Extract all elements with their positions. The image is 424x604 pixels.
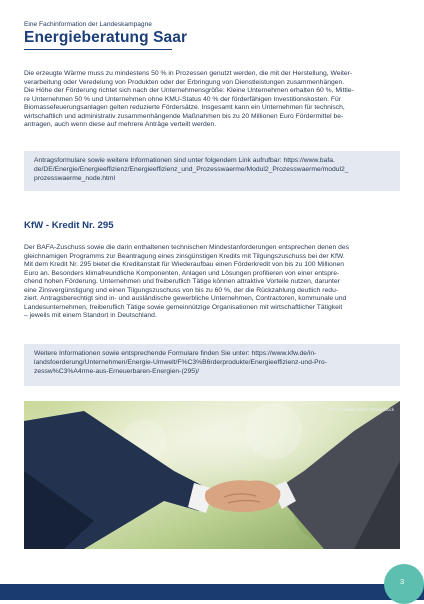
text-line: verarbeitung oder Veredelung von Produkten oder der Erbringung von Dienstleistungen zusammenhängen. xyxy=(24,78,345,86)
link-line[interactable]: de/DE/Energie/Energieeffizienz/Energieeffizienz_und_Prozesswaerme/Modul2_Prozesswaerme/modul2_ xyxy=(34,165,349,173)
kfw-paragraph xyxy=(24,244,402,321)
link-line[interactable]: Weitere Informationen sowie entsprechende Formulare finden Sie unter: https://www.kfw.de/in- xyxy=(34,350,317,357)
link-line[interactable]: zessw%C3%A4rme-aus-Erneuerbaren-Energien-(295)/ xyxy=(34,367,200,375)
text-line: eine Zinsvergünstigung und einen Tilgungszuschuss von bis zu 60 %, der die Rückzahlung deutlich redu- xyxy=(24,286,339,294)
bokeh xyxy=(246,403,302,459)
text-line: chend hohen Förderung. Unternehmen und freiberuflich Tätige können attraktive Vorteile nutzen, darunter xyxy=(24,278,340,285)
text-line: Landesunternehmen, freiberuflich Tätige sowie gemeinnützige Organisationen mit wirtschaftlicher Tätigkeit xyxy=(24,303,343,311)
link-line[interactable]: prozesswaerme_node.html xyxy=(34,174,116,182)
page-number: 3 xyxy=(400,577,405,586)
brand-title: Energieberatung Saar xyxy=(24,29,188,46)
link-line[interactable]: Antragsformulare sowie weitere Informationen sind unter folgendem Link aufrufbar: https://www.bafa. xyxy=(34,157,335,164)
text-line: Der BAFA-Zuschuss sowie die darin enthaltenen technischen Mindestanforderungen entsprechen denen des xyxy=(24,244,349,251)
handshake-illustration xyxy=(24,401,400,549)
handshake-photo xyxy=(24,401,400,549)
intro-paragraph xyxy=(24,70,402,130)
text-line: – jeweils mit einem Standort in Deutschland. xyxy=(24,312,157,319)
footer-bar xyxy=(0,584,424,600)
brand-underline xyxy=(24,49,172,50)
info-box-bafa xyxy=(24,151,400,191)
text-line: ziert. Antragsberechtigt sind in- und ausländische gewerbliche Unternehmen, Contractoren, kommunale und xyxy=(24,295,347,302)
section-heading: KfW - Kredit Nr. 295 xyxy=(24,220,114,231)
text-line: Die erzeugte Wärme muss zu mindestens 50 % in Prozessen genutzt werden, die mit der Herstellung, Weiter- xyxy=(24,70,353,77)
text-line: antragen, auch wenn diese auf mehrere Anträge verteilt werden. xyxy=(24,121,217,128)
link-line[interactable]: landsfoerderung/Unternehmen/Energie-Umwelt/F%C3%B6rderprodukte/Energieeffizienz-und-Pro- xyxy=(34,358,327,366)
header-kicker: Eine Fachinformation der Landeskampagne xyxy=(24,21,152,28)
text-line: Biomassefeuerungsanlagen gelten reduzierte Fördersätze. Insgesamt kann ein Unternehmen für technisch, xyxy=(24,104,345,111)
text-line: Die Höhe der Förderung richtet sich nach der Unternehmensgröße: Kleine Unternehmen erhalten 60 %, Mittle- xyxy=(24,87,354,94)
info-box-kfw xyxy=(24,344,400,386)
text-line: Euro an. Besonders klimafreundliche Komponenten, Anlagen und Lösungen profitieren von einer entspre- xyxy=(24,269,340,277)
photo-credit: Foto © Adobe Stock #Pikselstock xyxy=(327,407,394,412)
text-line: wirtschaftlich und administrativ zusammenhängende Maßnahmen bis zu 20 Millionen Euro Fördermittel be- xyxy=(24,112,344,120)
text-line: re Unternehmen 50 % und Unternehmen ohne KMU-Status 40 % der förderfähigen Investitionskosten. Für xyxy=(24,95,342,103)
text-line: Mit dem Kredit Nr. 295 bietet die Kreditanstalt für Wiederaufbau einen Förderkredit von bis zu 100 Millionen xyxy=(24,261,345,268)
text-line: gleichnamigen Programms zur Beantragung eines zinsgünstigen Kredits mit Tilgungszuschuss bei der KfW. xyxy=(24,252,345,260)
